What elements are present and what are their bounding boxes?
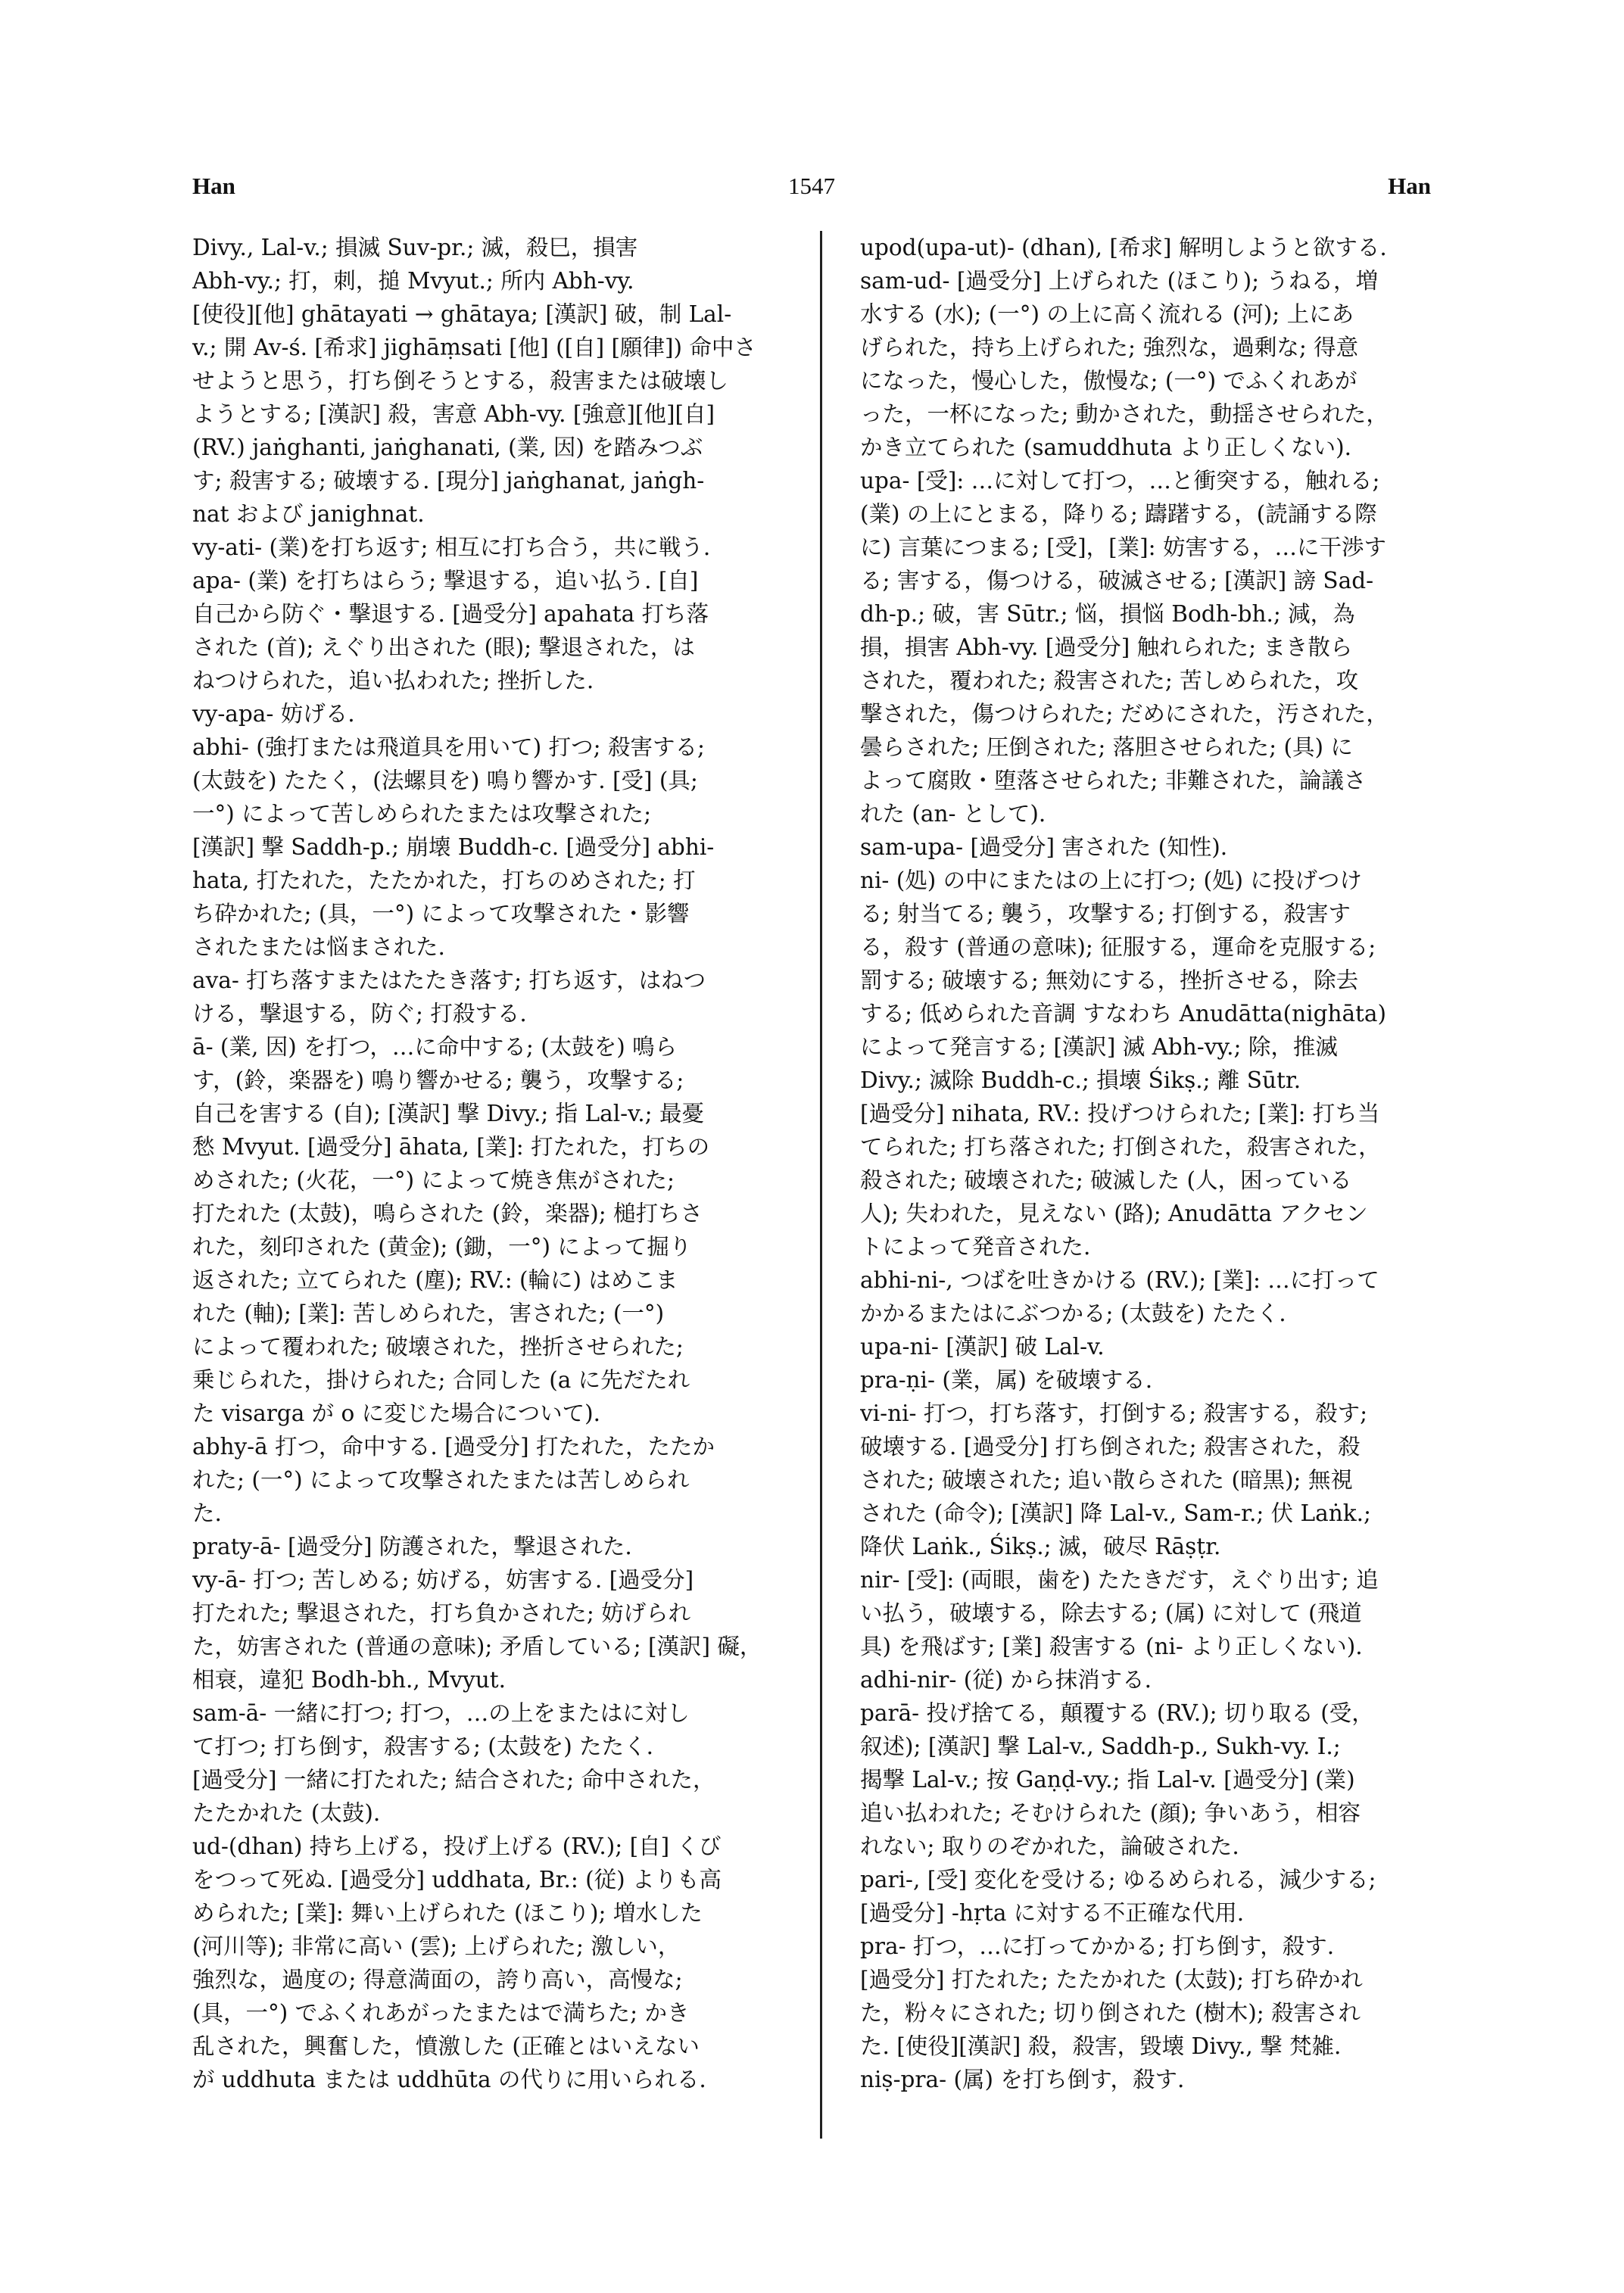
right-column-line: sam-ud- [過受分] 上げられた (ほこり); うねる，増 — [860, 268, 1379, 294]
right-column-line: pra- 打つ，…に打ってかかる; 打ち倒す，殺す. — [860, 1933, 1335, 1959]
left-column-line: せようと思う，打ち倒そうとする，殺害または破壊し — [192, 368, 729, 394]
left-column-line: Abh-vy.; 打，刺，搥 Mvyut.; 所内 Abh-vy. — [192, 268, 634, 294]
left-column-line: vy-apa- 妨げる. — [192, 701, 355, 727]
right-column-line: 罰する; 破壊する; 無効にする，挫折させる，除去 — [860, 967, 1359, 993]
left-column-line: をつって死ぬ. [過受分] uddhata, Br.: (従) よりも高 — [192, 1867, 722, 1893]
left-column — [192, 231, 802, 2229]
right-column-line: 殺された; 破壊された; 破滅した (人，困っている — [860, 1167, 1352, 1193]
right-column-line: 撃された，傷つけられた; だめにされた，汚された， — [860, 701, 1389, 727]
left-column-line: (具，一°) でふくれあがったまたはで満ちた; かき — [192, 2000, 690, 2026]
right-column-line: された (命令); [漢訳] 降 Lal-v., Sam-r.; 伏 Laṅk.; — [860, 1500, 1371, 1526]
left-column-line: [使役][他] ghātayati → ghātaya; [漢訳] 破，制 Lal- — [192, 301, 732, 327]
left-column-line: す，(鈴，楽器を) 鳴り響かせる; 襲う，攻撃する; — [192, 1067, 684, 1093]
left-column-line: た visarga が o に変じた場合について). — [192, 1400, 600, 1426]
right-column-line: になった，慢心した，傲慢な; (一°) でふくれあが — [860, 368, 1357, 394]
right-column-line: された，覆われた; 殺害された; 苦しめられた，攻 — [860, 668, 1359, 693]
left-column-line: sam-ā- 一緒に打つ; 打つ，…の上をまたはに対し — [192, 1700, 690, 1726]
header-right-guide-word: Han — [1388, 173, 1431, 199]
left-column-line: れた; (一°) によって攻撃されたまたは苦しめられ — [192, 1467, 690, 1493]
left-column-line: abhy-ā 打つ，命中する. [過受分] 打たれた，たたか — [192, 1434, 715, 1460]
right-column-line: abhi-ni-, つばを吐きかける (RV.); [業]: …に打って — [860, 1267, 1379, 1293]
left-column-line: ち砕かれた; (具，一°) によって攻撃された・影響 — [192, 901, 690, 927]
left-column-line: 乱された，興奮した，憤激した (正確とはいえない — [192, 2033, 700, 2059]
right-column-line: る; 射当てる; 襲う，攻撃する; 打倒する，殺害す — [860, 901, 1351, 927]
left-column-line: た. — [192, 1500, 222, 1526]
left-column-line: [漢訳] 撃 Saddh-p.; 崩壊 Buddh-c. [過受分] abhi- — [192, 834, 715, 860]
left-column-line: められた; [業]: 舞い上げられた (ほこり); 増水した — [192, 1900, 703, 1926]
left-column-line: ava- 打ち落すまたはたたき落す; 打ち返す，はねつ — [192, 967, 706, 993]
left-column-line: abhi- (強打または飛道具を用いて) 打つ; 殺害する; — [192, 734, 705, 760]
right-column-line: 揭撃 Lal-v.; 按 Gaṇḍ-vy.; 指 Lal-v. [過受分] (業) — [860, 1767, 1355, 1793]
right-column-line: された; 破壊された; 追い散らされた (暗黒); 無視 — [860, 1467, 1353, 1493]
right-column-line: vi-ni- 打つ，打ち落す，打倒する; 殺害する，殺す; — [860, 1400, 1368, 1426]
left-column-line: ねつけられた，追い払われた; 挫折した. — [192, 668, 594, 693]
right-column-line: れない; 取りのぞかれた，論破された. — [860, 1833, 1239, 1859]
right-column-line: sam-upa- [過受分] 害された (知性). — [860, 834, 1228, 860]
left-column-line: [過受分] 一緒に打たれた; 結合された; 命中された， — [192, 1767, 715, 1793]
page-header — [192, 165, 1431, 210]
left-column-line: めされた; (火花，一°) によって焼き焦がされた; — [192, 1167, 675, 1193]
right-column-line: てられた; 打ち落された; 打倒された，殺害された， — [860, 1134, 1381, 1160]
left-column-line: hata, 打たれた，たたかれた，打ちのめされた; 打 — [192, 868, 696, 893]
left-column-line: 乗じられた，掛けられた; 合同した (a に先だたれ — [192, 1367, 690, 1393]
left-column-line: (河川等); 非常に高い (雲); 上げられた; 激しい， — [192, 1933, 681, 1959]
left-column-line: praty-ā- [過受分] 防護された，撃退された. — [192, 1534, 632, 1559]
left-column-line: vy-ati- (業)を打ち返す; 相互に打ち合う，共に戦う. — [192, 534, 711, 560]
left-column-line: た，妨害された (普通の意味); 矛盾している; [漢訳] 礙， — [192, 1634, 762, 1659]
right-column-line: に) 言葉につまる; [受]，[業]: 妨害する，…に干渉す — [860, 534, 1386, 560]
column-divider — [820, 231, 822, 2139]
right-column-line: nir- [受]: (両眼，歯を) たたきだす，えぐり出す; 追 — [860, 1567, 1379, 1593]
left-column-line: (太鼓を) たたく，(法螺貝を) 鳴り響かす. [受] (具; — [192, 768, 698, 793]
right-column — [860, 231, 1470, 2229]
left-column-line: れた (軸); [業]: 苦しめられた，害された; (一°) — [192, 1301, 665, 1326]
right-column-line: 降伏 Laṅk., Śikṣ.; 滅，破尽 Rāṣṭr. — [860, 1534, 1221, 1559]
left-column-line: Divy., Lal-v.; 損滅 Suv-pr.; 滅，殺巳，損害 — [192, 235, 638, 260]
right-column-line: た. [使役][漢訳] 殺，殺害，毀壊 Divy., 撃 梵雑. — [860, 2033, 1342, 2059]
left-column-line: ける，撃退する，防ぐ; 打殺する. — [192, 1001, 527, 1027]
right-column-line: 破壊する. [過受分] 打ち倒された; 殺害された，殺 — [860, 1434, 1361, 1460]
left-column-line: 相衰，違犯 Bodh-bh., Mvyut. — [192, 1667, 506, 1693]
right-column-line: 叙述); [漢訳] 撃 Lal-v., Saddh-p., Sukh-vy. I.; — [860, 1734, 1341, 1759]
right-column-line: によって発言する; [漢訳] 滅 Abh-vy.; 除，推滅 — [860, 1034, 1338, 1060]
right-column-line: [過受分] 打たれた; たたかれた (太鼓); 打ち砕かれ — [860, 1967, 1363, 1992]
right-column-line: トによって発音された. — [860, 1234, 1091, 1260]
left-column-line: 返された; 立てられた (塵); RV.: (輪に) はめこま — [192, 1267, 678, 1293]
left-column-line: 愁 Mvyut. [過受分] āhata, [業]: 打たれた，打ちの — [192, 1134, 710, 1160]
left-column-line: 強烈な，過度の; 得意満面の，誇り高い，高慢な; — [192, 1967, 683, 1992]
right-column-line: る，殺す (普通の意味); 征服する，運命を克服する; — [860, 934, 1376, 960]
left-column-line: (RV.) jaṅghanti, jaṅghanati, (業, 因) を踏みつぶ — [192, 435, 703, 460]
right-column-line: 損，損害 Abh-vy. [過受分] 触れられた; まき散ら — [860, 634, 1353, 660]
left-column-line: ud-(dhan) 持ち上げる，投げ上げる (RV.); [自] くび — [192, 1833, 722, 1859]
left-column-line: vy-ā- 打つ; 苦しめる; 妨げる，妨害する. [過受分] — [192, 1567, 694, 1593]
right-column-line: 水する (水); (一°) の上に高く流れる (河); 上にあ — [860, 301, 1354, 327]
right-column-line: upa-ni- [漢訳] 破 Lal-v. — [860, 1334, 1105, 1360]
header-left-guide-word: Han — [192, 173, 235, 199]
left-column-line: されたまたは悩まされた. — [192, 934, 445, 960]
left-column-line: れた，刻印された (黄金); (鋤，一°) によって掘り — [192, 1234, 692, 1260]
right-column-line: parā- 投げ捨てる，顛覆する (RV.); 切り取る (受， — [860, 1700, 1374, 1726]
right-column-line: かかるまたはにぶつかる; (太鼓を) たたく. — [860, 1301, 1286, 1326]
left-column-line: apa- (業) を打ちはらう; 撃退する，追い払う. [自] — [192, 568, 699, 594]
left-column-line: す; 殺害する; 破壊する. [現分] jaṅghanat, jaṅgh- — [192, 468, 705, 494]
left-column-line: 一°) によって苦しめられたまたは攻撃された; — [192, 801, 652, 827]
right-column-line: Divy.; 滅除 Buddh-c.; 損壊 Śikṣ.; 離 Sūtr. — [860, 1067, 1301, 1093]
left-column-line: 自己を害する (自); [漢訳] 撃 Divy.; 指 Lal-v.; 最憂 — [192, 1101, 704, 1126]
right-column-line: upa- [受]: …に対して打つ，…と衝突する，触れる; — [860, 468, 1380, 494]
right-column-line: [過受分] -hṛta に対する不正確な代用. — [860, 1900, 1245, 1926]
right-column-line: [過受分] nihata, RV.: 投げつけられた; [業]: 打ち当 — [860, 1101, 1380, 1126]
right-column-line: げられた，持ち上げられた; 強烈な，過剰な; 得意 — [860, 335, 1359, 360]
left-column-line: v.; 開 Av-ś. [希求] jighāṃsati [他] ([自] [願律]) 命中さ — [192, 335, 756, 360]
left-column-line: された (首); えぐり出された (眼); 撃退された，は — [192, 634, 695, 660]
left-column-line: 打たれた (太鼓)，鳴らされた (鈴，楽器); 槌打ちさ — [192, 1201, 703, 1226]
left-column-line: たたかれた (太鼓). — [192, 1800, 381, 1826]
right-column-line: 人); 失われた，見えない (路); Anudātta アクセン — [860, 1201, 1368, 1226]
page-number: 1547 — [788, 173, 835, 199]
right-column-line: adhi-nir- (従) から抹消する. — [860, 1667, 1152, 1693]
left-column-line: 自己から防ぐ・撃退する. [過受分] apahata 打ち落 — [192, 601, 709, 627]
right-column-line: する; 低められた音調 すなわち Anudātta(nighāta) — [860, 1001, 1387, 1027]
left-column-line: が uddhuta または uddhūta の代りに用いられる. — [192, 2067, 706, 2092]
right-column-line: pra-ṇi- (業，属) を破壊する. — [860, 1367, 1153, 1393]
right-column-line: (業) の上にとまる，降りる; 躊躇する，(読誦する際 — [860, 501, 1377, 527]
right-column-line: かき立てられた (samuddhuta より正しくない). — [860, 435, 1352, 460]
right-column-line: dh-p.; 破，害 Sūtr.; 悩，損悩 Bodh-bh.; 減，為 — [860, 601, 1355, 627]
right-column-line: upod(upa-ut)- (dhan), [希求] 解明しようと欲する. — [860, 235, 1387, 260]
right-column-line: た，粉々にされた; 切り倒された (樹木); 殺害され — [860, 2000, 1361, 2026]
right-column-line: ni- (処) の中にまたはの上に打つ; (処) に投げつけ — [860, 868, 1362, 893]
left-column-line: によって覆われた; 破壊された，挫折させられた; — [192, 1334, 684, 1360]
left-column-line: nat および janighnat. — [192, 501, 425, 527]
left-column-line: ā- (業, 因) を打つ，…に命中する; (太鼓を) 鳴ら — [192, 1034, 678, 1060]
left-column-line: ようとする; [漢訳] 殺，害意 Abh-vy. [強意][他][自] — [192, 401, 715, 427]
right-column-line: 曇らされた; 圧倒された; 落胆させられた; (具) に — [860, 734, 1353, 760]
right-column-line: った，一杯になった; 動かされた，動揺させられた， — [860, 401, 1389, 427]
right-column-line: pari-, [受] 変化を受ける; ゆるめられる，減少する; — [860, 1867, 1376, 1893]
right-column-line: い払う，破壊する，除去する; (属) に対して (飛道 — [860, 1600, 1362, 1626]
right-column-line: よって腐敗・堕落させられた; 非難された，論議さ — [860, 768, 1367, 793]
right-column-line: 追い払われた; そむけられた (顔); 争いあう，相容 — [860, 1800, 1361, 1826]
left-column-line: て打つ; 打ち倒す，殺害する; (太鼓を) たたく. — [192, 1734, 654, 1759]
right-column-line: 具) を飛ばす; [業] 殺害する (ni- より正しくない). — [860, 1634, 1363, 1659]
right-column-line: niṣ-pra- (属) を打ち倒す，殺す. — [860, 2067, 1185, 2092]
right-column-line: る; 害する，傷つける，破滅させる; [漢訳] 謗 Sad- — [860, 568, 1374, 594]
left-column-line: 打たれた; 撃退された，打ち負かされた; 妨げられ — [192, 1600, 691, 1626]
right-column-line: れた (an- として). — [860, 801, 1046, 827]
